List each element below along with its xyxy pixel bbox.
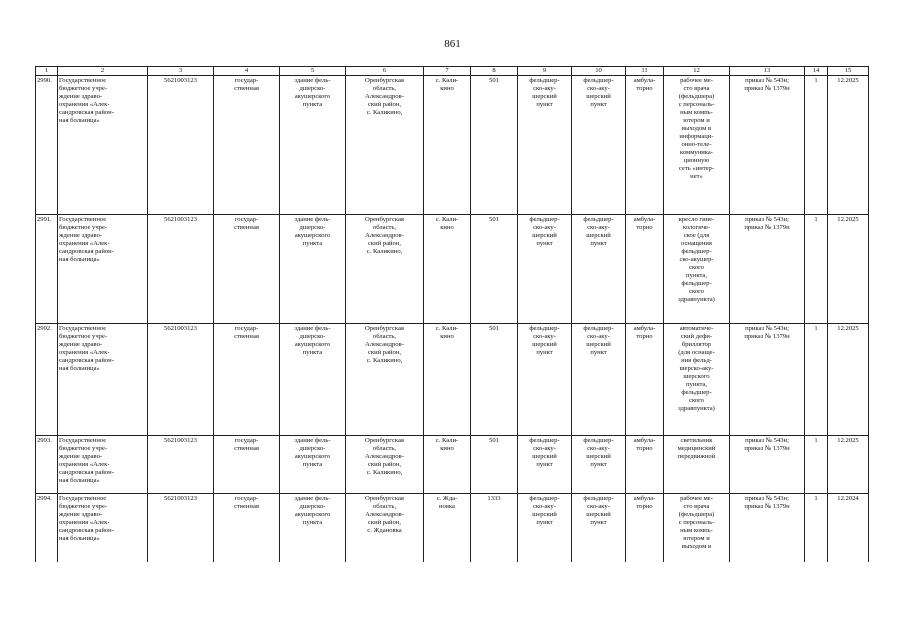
facility-type: фельдшер- ско-аку- шерский пункт — [518, 494, 572, 563]
column-number-row — [36, 67, 869, 76]
settlement: с. Кали- кино — [424, 76, 471, 215]
column-header: 13 — [730, 67, 805, 76]
address: Оренбургская область, Александров- ский район, с. Каликино, — [346, 324, 424, 436]
organization-code: 5621003123 — [148, 436, 214, 494]
quantity: 1 — [805, 215, 828, 324]
row-number: 2991. — [36, 215, 58, 324]
settlement: с. Кали- кино — [424, 324, 471, 436]
column-header: 4 — [214, 67, 280, 76]
page-number: 861 — [444, 38, 461, 50]
column-header: 6 — [346, 67, 424, 76]
unit-type: фельдшер- ско-аку- шерский пункт — [572, 494, 626, 563]
ownership-form: государ- ственная — [214, 436, 280, 494]
orders: приказ № 543н; приказ № 1379н — [730, 76, 805, 215]
organization-name: Государственное бюджетное учре- ждение здраво- охранения «Алек- сандровская район- ная больница» — [58, 436, 148, 494]
ownership-form: государ- ственная — [214, 76, 280, 215]
address: Оренбургская область, Александров- ский район, с. Каликино, — [346, 76, 424, 215]
ownership-form: государ- ственная — [214, 494, 280, 563]
table-row — [36, 324, 869, 436]
orders: приказ № 543н; приказ № 1379н — [730, 215, 805, 324]
organization-code: 5621003123 — [148, 215, 214, 324]
column-header: 11 — [626, 67, 664, 76]
due-date: 12.2025 — [828, 436, 869, 494]
settlement: с. Кали- кино — [424, 436, 471, 494]
quantity: 1 — [805, 324, 828, 436]
column-header: 8 — [471, 67, 518, 76]
organization-code: 5621003123 — [148, 494, 214, 563]
equipment: рабочее ме- сто врача (фельдшера) с персональ- ным компь- ютером и выходом в информаци- онно-теле- коммуника- ционную сеть «интер- нет» — [664, 76, 730, 215]
address: Оренбургская область, Александров- ский район, с. Ждановка — [346, 494, 424, 563]
table-row — [36, 436, 869, 494]
organization-name: Государственное бюджетное учре- ждение здраво- охранения «Алек- сандровская район- ная больница» — [58, 76, 148, 215]
unit-type: фельдшер- ско-аку- шерский пункт — [572, 76, 626, 215]
column-header: 15 — [828, 67, 869, 76]
organization-name: Государственное бюджетное учре- ждение здраво- охранения «Алек- сандровская район- ная больница» — [58, 215, 148, 324]
care-conditions: амбула- торно — [626, 494, 664, 563]
care-conditions: амбула- торно — [626, 324, 664, 436]
population: 501 — [471, 324, 518, 436]
unit-type: фельдшер- ско-аку- шерский пункт — [572, 324, 626, 436]
column-header: 3 — [148, 67, 214, 76]
table-row — [36, 215, 869, 324]
due-date: 12.2025 — [828, 215, 869, 324]
column-header: 7 — [424, 67, 471, 76]
column-header: 14 — [805, 67, 828, 76]
settlement: с. Кали- кино — [424, 215, 471, 324]
population: 501 — [471, 76, 518, 215]
equipment: рабочее ме- сто врача (фельдшера) с персональ- ным компь- ютером и выходом в — [664, 494, 730, 563]
building-type: здание фель- дшерско- акушерского пункта — [280, 494, 346, 563]
building-type: здание фель- дшерско- акушерского пункта — [280, 324, 346, 436]
building-type: здание фель- дшерско- акушерского пункта — [280, 436, 346, 494]
orders: приказ № 543н; приказ № 1379н — [730, 324, 805, 436]
row-number: 2990. — [36, 76, 58, 215]
facility-type: фельдшер- ско-аку- шерский пункт — [518, 215, 572, 324]
population: 501 — [471, 436, 518, 494]
equipment: кресло гине- кологиче- ское (для оснащения фельдшер- ско-акушер- ского пункта, фельдшер- ского здравпункта) — [664, 215, 730, 324]
due-date: 12.2025 — [828, 324, 869, 436]
care-conditions: амбула- торно — [626, 215, 664, 324]
address: Оренбургская область, Александров- ский район, с. Каликино, — [346, 436, 424, 494]
row-number: 2993. — [36, 436, 58, 494]
population: 501 — [471, 215, 518, 324]
orders: приказ № 543н; приказ № 1379н — [730, 436, 805, 494]
row-number: 2992. — [36, 324, 58, 436]
address: Оренбургская область, Александров- ский район, с. Каликино, — [346, 215, 424, 324]
column-header: 1 — [36, 67, 58, 76]
orders: приказ № 543н; приказ № 1379н — [730, 494, 805, 563]
building-type: здание фель- дшерско- акушерского пункта — [280, 215, 346, 324]
population: 1333 — [471, 494, 518, 563]
care-conditions: амбула- торно — [626, 76, 664, 215]
organization-name: Государственное бюджетное учре- ждение здраво- охранения «Алек- сандровская район- ная больница» — [58, 494, 148, 563]
building-type: здание фель- дшерско- акушерского пункта — [280, 76, 346, 215]
organization-name: Государственное бюджетное учре- ждение здраво- охранения «Алек- сандровская район- ная больница» — [58, 324, 148, 436]
due-date: 12.2025 — [828, 76, 869, 215]
column-header: 2 — [58, 67, 148, 76]
unit-type: фельдшер- ско-аку- шерский пункт — [572, 436, 626, 494]
organization-code: 5621003123 — [148, 324, 214, 436]
ownership-form: государ- ственная — [214, 215, 280, 324]
quantity: 1 — [805, 76, 828, 215]
facility-type: фельдшер- ско-аку- шерский пункт — [518, 76, 572, 215]
equipment: автоматиче- ский дефи- бриллятор (для оснаще- ния фельд- шерско-аку- шерского пункта, фельдшер- ского здравпункта) — [664, 324, 730, 436]
row-number: 2994. — [36, 494, 58, 563]
equipment: светильник медицинский передвижной — [664, 436, 730, 494]
settlement: с. Жда- новка — [424, 494, 471, 563]
facility-type: фельдшер- ско-аку- шерский пункт — [518, 324, 572, 436]
column-header: 5 — [280, 67, 346, 76]
register-table — [35, 66, 869, 562]
column-header: 12 — [664, 67, 730, 76]
unit-type: фельдшер- ско-аку- шерский пункт — [572, 215, 626, 324]
organization-code: 5621003123 — [148, 76, 214, 215]
quantity: 1 — [805, 436, 828, 494]
column-header: 10 — [572, 67, 626, 76]
ownership-form: государ- ственная — [214, 324, 280, 436]
column-header: 9 — [518, 67, 572, 76]
table-row — [36, 76, 869, 215]
table-row — [36, 494, 869, 563]
due-date: 12.2024 — [828, 494, 869, 563]
quantity: 1 — [805, 494, 828, 563]
care-conditions: амбула- торно — [626, 436, 664, 494]
facility-type: фельдшер- ско-аку- шерский пункт — [518, 436, 572, 494]
